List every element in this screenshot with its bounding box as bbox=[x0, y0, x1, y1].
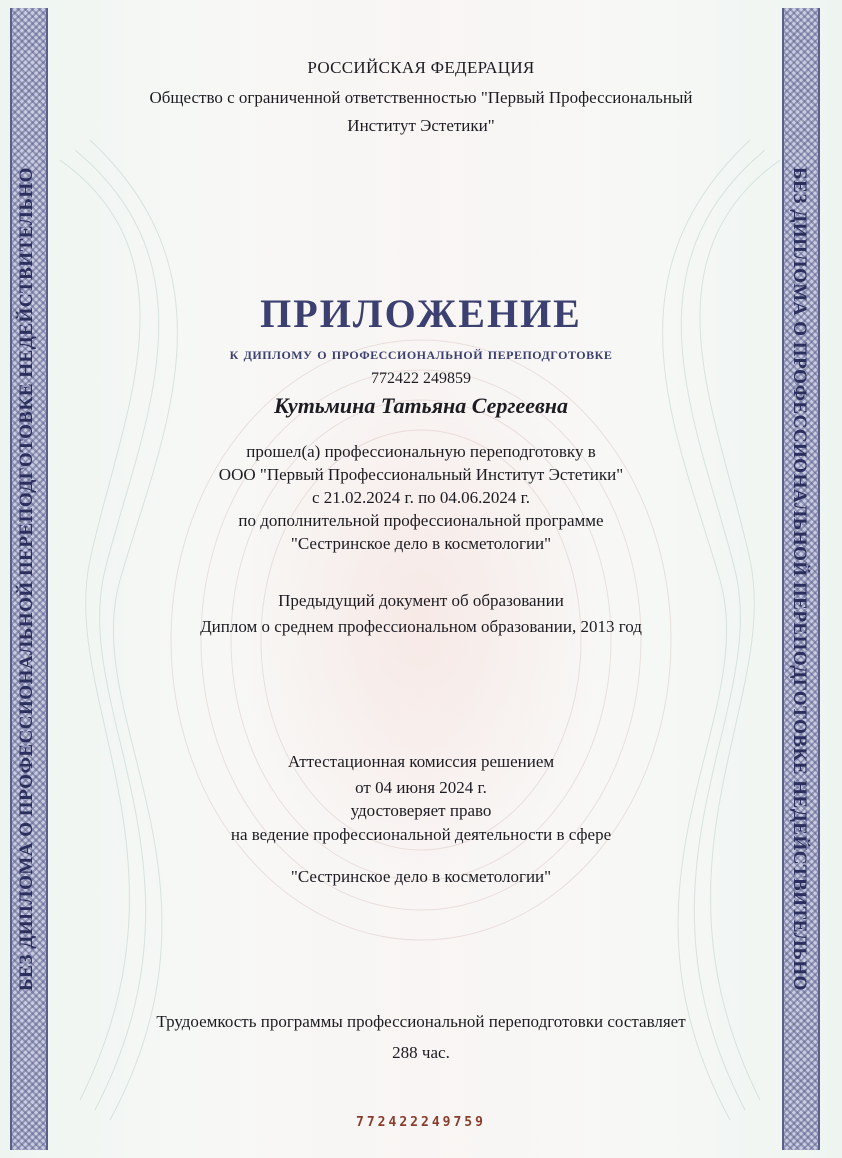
labor-intensity-hours: 288 час. bbox=[392, 1043, 450, 1062]
training-text-line4: по дополнительной профессиональной программе bbox=[238, 511, 604, 530]
recipient-name: Кутьмина Татьяна Сергеевна bbox=[273, 393, 569, 418]
security-border-text-left: БЕЗ ДИПЛОМА О ПРОФЕССИОНАЛЬНОЙ ПЕРЕПОДГОТОВКЕ НЕДЕЙСТВИТЕЛЬНО bbox=[16, 167, 37, 991]
attestation-line3: удостоверяет право bbox=[350, 801, 492, 820]
labor-intensity-text: Трудоемкость программы профессиональной переподготовки составляет bbox=[156, 1012, 686, 1031]
country-heading: РОССИЙСКАЯ ФЕДЕРАЦИЯ bbox=[307, 58, 535, 77]
document-subtitle: к диплому о профессиональной переподготовке bbox=[229, 344, 613, 363]
document-title: ПРИЛОЖЕНИЕ bbox=[260, 291, 582, 336]
attestation-line1: Аттестационная комиссия решением bbox=[287, 752, 555, 771]
organization-name-line1: Общество с ограниченной ответственностью "Первый Профессиональный bbox=[149, 88, 693, 107]
attestation-field: "Сестринское дело в косметологии" bbox=[290, 867, 552, 886]
previous-education-value: Диплом о среднем профессиональном образовании, 2013 год bbox=[200, 617, 642, 636]
training-institution: ООО "Первый Профессиональный Институт Эстетики" bbox=[218, 465, 624, 484]
attestation-date: от 04 июня 2024 г. bbox=[355, 778, 487, 797]
previous-education-label: Предыдущий документ об образовании bbox=[278, 591, 564, 610]
form-serial-number: 772422249759 bbox=[356, 1115, 486, 1130]
organization-name-line2: Институт Эстетики" bbox=[347, 116, 495, 135]
security-border-text-right: БЕЗ ДИПЛОМА О ПРОФЕССИОНАЛЬНОЙ ПЕРЕПОДГОТОВКЕ НЕДЕЙСТВИТЕЛЬНО bbox=[789, 167, 810, 991]
attestation-line4: на ведение профессиональной деятельности в сфере bbox=[230, 825, 612, 844]
diploma-number: 772422 249859 bbox=[371, 370, 471, 387]
training-program-name: "Сестринское дело в косметологии" bbox=[290, 534, 552, 553]
training-period: с 21.02.2024 г. по 04.06.2024 г. bbox=[311, 488, 530, 507]
training-text-line1: прошел(а) профессиональную переподготовку в bbox=[246, 442, 596, 461]
